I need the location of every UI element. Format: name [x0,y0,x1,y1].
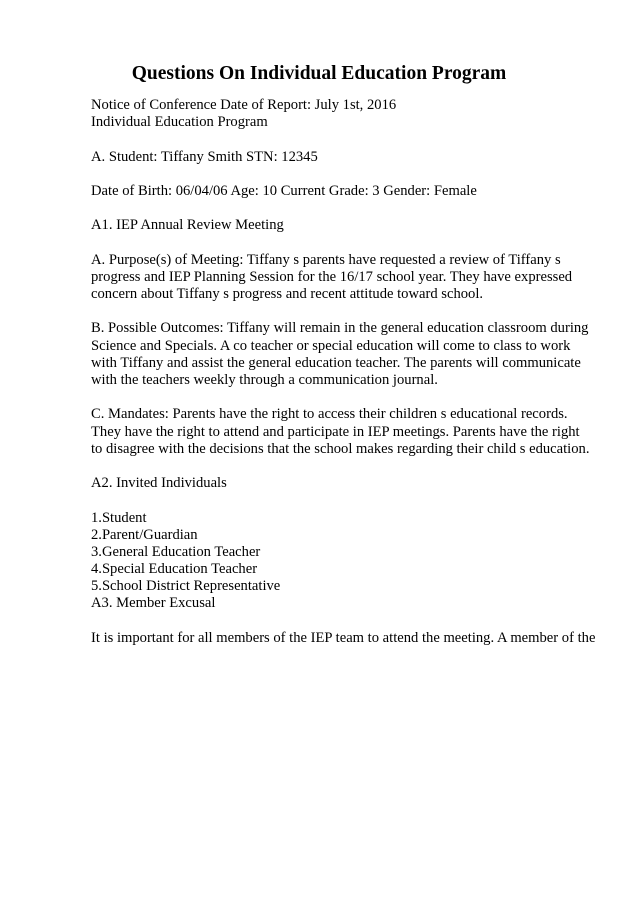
paragraph-gap [91,458,601,475]
program-line: Individual Education Program [91,114,268,131]
excusal-line-1: It is important for all members of the IEP team to attend the meeting. A member of the [91,629,596,646]
purpose-line-3: concern about Tiffany s progress and recent attitude toward school. [91,286,484,303]
invitee-list-item: 3.General Education Teacher [91,543,261,560]
purpose-line-2: progress and IEP Planning Session for the 16/17 school year. They have expressed [91,268,573,285]
section-a3-heading: A3. Member Excusal [91,595,216,612]
purpose-line-1: A. Purpose(s) of Meeting: Tiffany s parents have requested a review of Tiffany s [91,251,561,268]
invitee-list-item: 2.Parent/Guardian [91,526,198,543]
outcomes-line-4: with the teachers weekly through a communication journal. [91,372,438,388]
paragraph-gap [91,389,601,406]
invitee-list-item: 1.Student [91,509,147,526]
outcomes-line-1: B. Possible Outcomes: Tiffany will remain in the general education classroom during [91,320,589,337]
document-body [91,97,601,647]
invitee-list-item: 5.School District Representative [91,578,281,595]
section-a1-heading: A1. IEP Annual Review Meeting [91,217,284,234]
document-title: Questions On Individual Education Program [131,63,507,84]
student-line: A. Student: Tiffany Smith STN: 12345 [91,148,318,165]
notice-line: Notice of Conference Date of Report: July 1st, 2016 [91,97,397,113]
paragraph-gap [91,492,601,509]
paragraph-gap [91,166,601,183]
mandates-line-1: C. Mandates: Parents have the right to access their children s educational records. [91,406,568,423]
paragraph-gap [91,200,601,217]
birth-line: Date of Birth: 06/04/06 Age: 10 Current Grade: 3 Gender: Female [91,182,477,199]
mandates-line-3: to disagree with the decisions that the school makes regarding their child s education. [91,440,590,457]
invitee-list-item: 4.Special Education Teacher [91,561,258,578]
paragraph-gap [91,303,601,320]
paragraph-gap [91,235,601,252]
outcomes-line-3: with Tiffany and assist the general education teacher. The parents will communicate [91,354,581,371]
paragraph-gap [91,613,601,630]
outcomes-line-2: Science and Specials. A co teacher or special education will come to class to work [91,337,571,354]
mandates-line-2: They have the right to attend and participate in IEP meetings. Parents have the right [91,423,580,440]
section-a2-heading: A2. Invited Individuals [91,475,227,492]
paragraph-gap [91,131,601,148]
